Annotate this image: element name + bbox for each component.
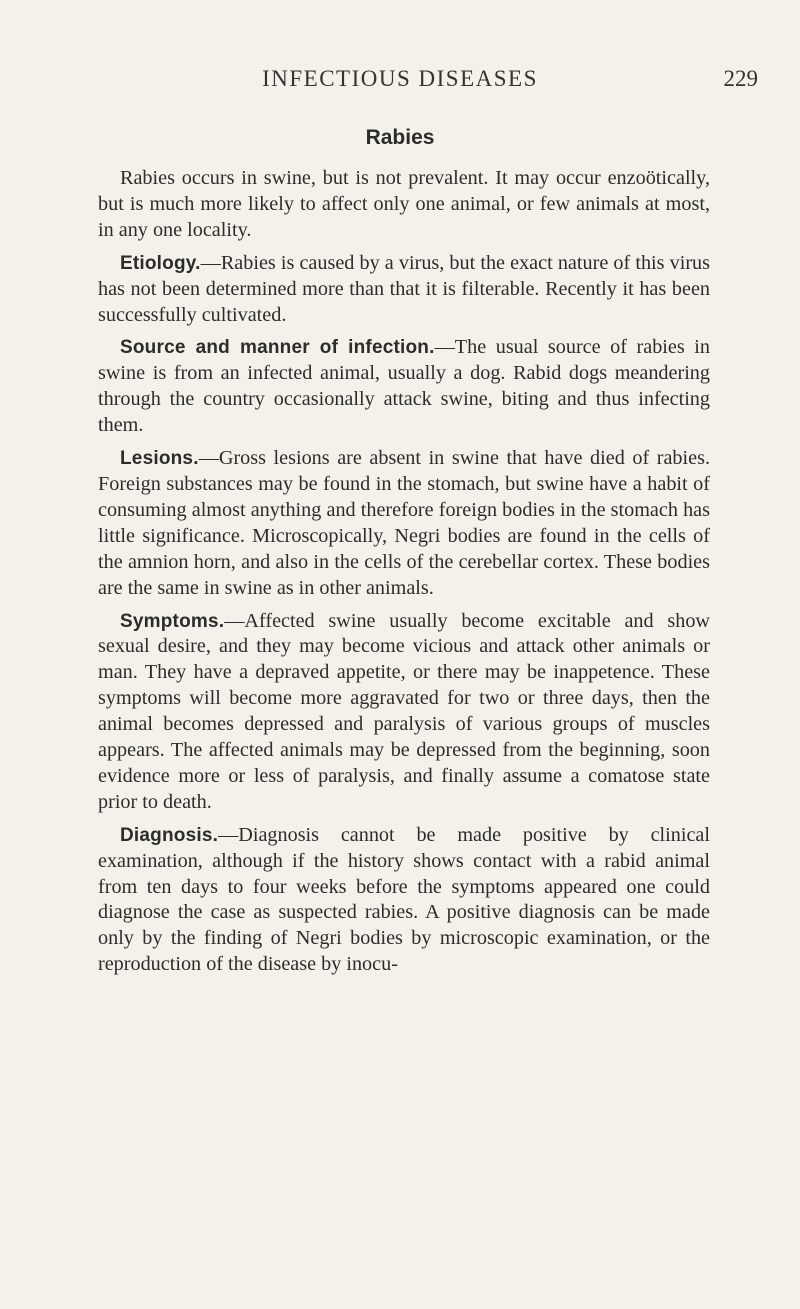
running-title: INFECTIOUS DISEASES: [262, 66, 538, 91]
running-head: [40, 66, 760, 100]
paragraph-heading: Etiology.: [120, 252, 201, 274]
paragraph-heading: Symptoms.: [120, 610, 225, 632]
paragraph-text: —Diagnosis cannot be made positive by clinical examination, although if the history shows contact with a rabid animal from ten days to four weeks before the symptoms appeared one could diagnose the case as suspected rabies. A positive diagnosis can be made only by the finding of Negri bodies by microscopic examination, or the reproduction of the disease by inocu-: [98, 823, 710, 976]
body-text: [98, 166, 710, 985]
paragraph-text: —Rabies is caused by a virus, but the exact nature of this virus has not been determined more than that it is filterable. Recently it has been successfully cultivated.: [98, 251, 710, 326]
paragraph-text: —Affected swine usually become excitable and show sexual desire, and they may become vicious and attack other animals or man. They have a depraved appetite, or there may be inappetence. These symptoms will become more aggravated for two or three days, then the animal becomes depressed and paralysis of various groups of muscles appears. The affected animals may be depressed from the beginning, soon evidence more or less of paralysis, and finally assume a comatose state prior to death.: [98, 609, 710, 813]
paragraph-heading: Diagnosis.: [120, 824, 219, 846]
paragraph-text: —The usual source of rabies in swine is from an infected animal, usually a dog. Rabid dogs meandering through the country occasionally attack swine, biting and thus infecting them.: [98, 336, 710, 437]
paragraph-source: [98, 335, 710, 439]
section-title: Rabies: [365, 126, 435, 149]
paragraph-text: Rabies occurs in swine, but is not prevalent. It may occur enzoötically, but is much more likely to affect only one animal, or few animals at most, in any one locality.: [98, 167, 710, 241]
paragraph-lesions: [98, 446, 710, 601]
page-number: 229: [723, 66, 758, 91]
paragraph-diagnosis: [98, 823, 710, 978]
paragraph-text: —Gross lesions are absent in swine that have died of rabies. Foreign substances may be found in the stomach, but swine have a habit of consuming almost anything and therefore foreign bodies in the stomach has little significance. Microscopically, Negri bodies are found in the cells of the amnion horn, and also in the cells of the cerebellar cortex. These bodies are the same in swine as in other animals.: [98, 447, 710, 599]
paragraph-heading: Lesions.: [120, 448, 199, 470]
paragraph-intro: [98, 166, 710, 244]
paragraph-symptoms: [98, 609, 710, 816]
paragraph-heading: Source and manner of infection.: [120, 337, 435, 359]
paragraph-etiology: [98, 251, 710, 329]
